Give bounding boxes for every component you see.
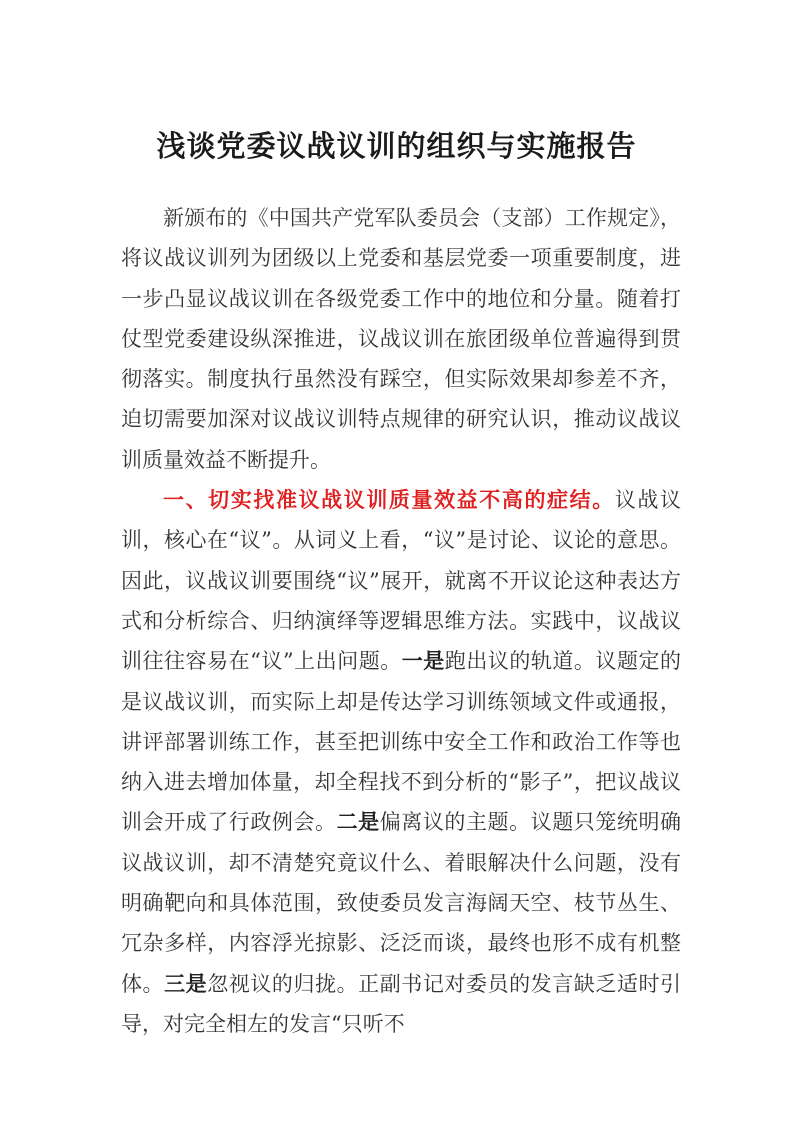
paragraph-text: 议战议训，核心在“议”。从词义上看，“议”是讨论、议论的意思。因此，议战议训要围绕“议”展开，就离不开议论这种表达方式和分析综合、归纳演绎等逻辑思维方法。实践中，议战议训往往容易在“议”上出问题。 — [121, 488, 682, 674]
paragraph-section-one — [121, 480, 681, 1044]
point-label: 二是 — [336, 810, 380, 835]
paragraph-text: 跑出议的轨道。议题定的是议战议训，而实际上却是传达学习训练领域文件或通报，讲评部署训练工作，甚至把训练中安全工作和政治工作等也纳入进去增加体量，却全程找不到分析的“影子”，把议战议训会开成了行政例会。 — [121, 649, 681, 835]
paragraph-text: 偏离议的主题。议题只笼统明确议战议训，却不清楚究竟议什么、着眼解决什么问题，没有明确靶向和具体范围，致使委员发言海阔天空、枝节丛生、冗杂多样，内容浮光掠影、泛泛而谈，最终也形不成有机整体。 — [121, 810, 682, 996]
paragraph-intro: 新颁布的《中国共产党军队委员会（支部）工作规定》，将议战议训列为团级以上党委和基层党委一项重要制度，进一步凸显议战议训在各级党委工作中的地位和分量。随着打仗型党委建设纵深推进，议战议训在旅团级单位普遍得到贯彻落实。制度执行虽然没有踩空，但实际效果却参差不齐，迫切需要加深对议战议训特点规律的研究认识，推动议战议训质量效益不断提升。 — [121, 206, 681, 472]
document-body — [121, 198, 681, 1044]
point-label: 一是 — [401, 649, 445, 674]
section-heading: 一、切实找准议战议训质量效益不高的症结。 — [163, 488, 615, 513]
document-title: 浅谈党委议战议训的组织与实施报告 — [156, 129, 637, 163]
point-label: 三是 — [164, 971, 208, 996]
paragraph-text: 忽视议的归拢。正副书记对委员的发言缺乏适时引导，对完全相左的发言“只听不 — [121, 971, 682, 1036]
